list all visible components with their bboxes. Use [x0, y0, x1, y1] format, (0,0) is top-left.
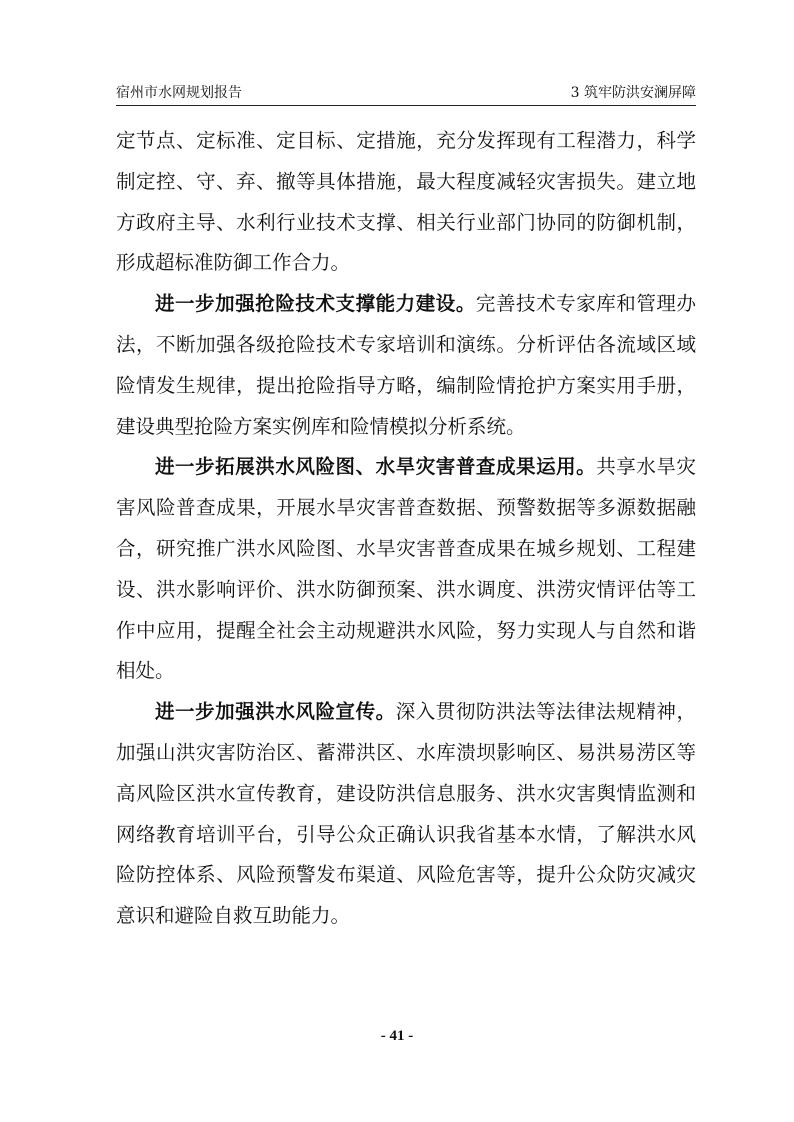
- page-header: [116, 82, 696, 104]
- paragraph-flood-risk-map: [116, 447, 696, 692]
- paragraph-text: 完善技术专家库和管理办法，不断加强各级抢险技术专家培训和演练。分析评估各流域区域险情发生规律，提出抢险指导方略，编制险情抢护方案实用手册，建设典型抢险方案实例库和险情模拟分析系统。: [116, 292, 696, 438]
- paragraph-rescue-tech-support: [116, 284, 696, 447]
- report-title: 宿州市水网规划报告: [116, 85, 242, 101]
- page-number: - 41 -: [380, 1028, 414, 1044]
- paragraph-lead: 进一步拓展洪水风险图、水旱灾害普查成果运用。: [155, 455, 597, 479]
- chapter-title: 3 筑牢防洪安澜屏障: [570, 85, 696, 101]
- paragraph-flood-risk-publicity: [116, 692, 696, 937]
- paragraph-lead: 进一步加强洪水风险宣传。: [155, 700, 396, 724]
- paragraph-continuation: [116, 121, 696, 284]
- paragraph-text: 深入贯彻防洪法等法律法规精神，加强山洪灾害防治区、蓄滞洪区、水库溃坝影响区、易洪易涝区等高风险区洪水宣传教育，建设防洪信息服务、洪水灾害舆情监测和网络教育培训平台，引导公众正确认识我省基本水情，了解洪水风险防控体系、风险预警发布渠道、风险危害等，提升公众防灾减灾意识和避险自救互助能力。: [116, 700, 696, 928]
- header-divider: [116, 105, 696, 106]
- paragraph-text: 共享水旱灾害风险普查成果，开展水旱灾害普查数据、预警数据等多源数据融合，研究推广洪水风险图、水旱灾害普查成果在城乡规划、工程建设、洪水影响评价、洪水防御预案、洪水调度、洪涝灾情评估等工作中应用，提醒全社会主动规避洪水风险，努力实现人与自然和谐相处。: [116, 455, 696, 683]
- main-body: [116, 121, 696, 937]
- paragraph-text: 定节点、定标准、定目标、定措施，充分发挥现有工程潜力，科学制定控、守、弃、撤等具体措施，最大程度减轻灾害损失。建立地方政府主导、水利行业技术支撑、相关行业部门协同的防御机制，形成超标准防御工作合力。: [116, 129, 696, 275]
- paragraph-lead: 进一步加强抢险技术支撑能力建设。: [155, 292, 476, 316]
